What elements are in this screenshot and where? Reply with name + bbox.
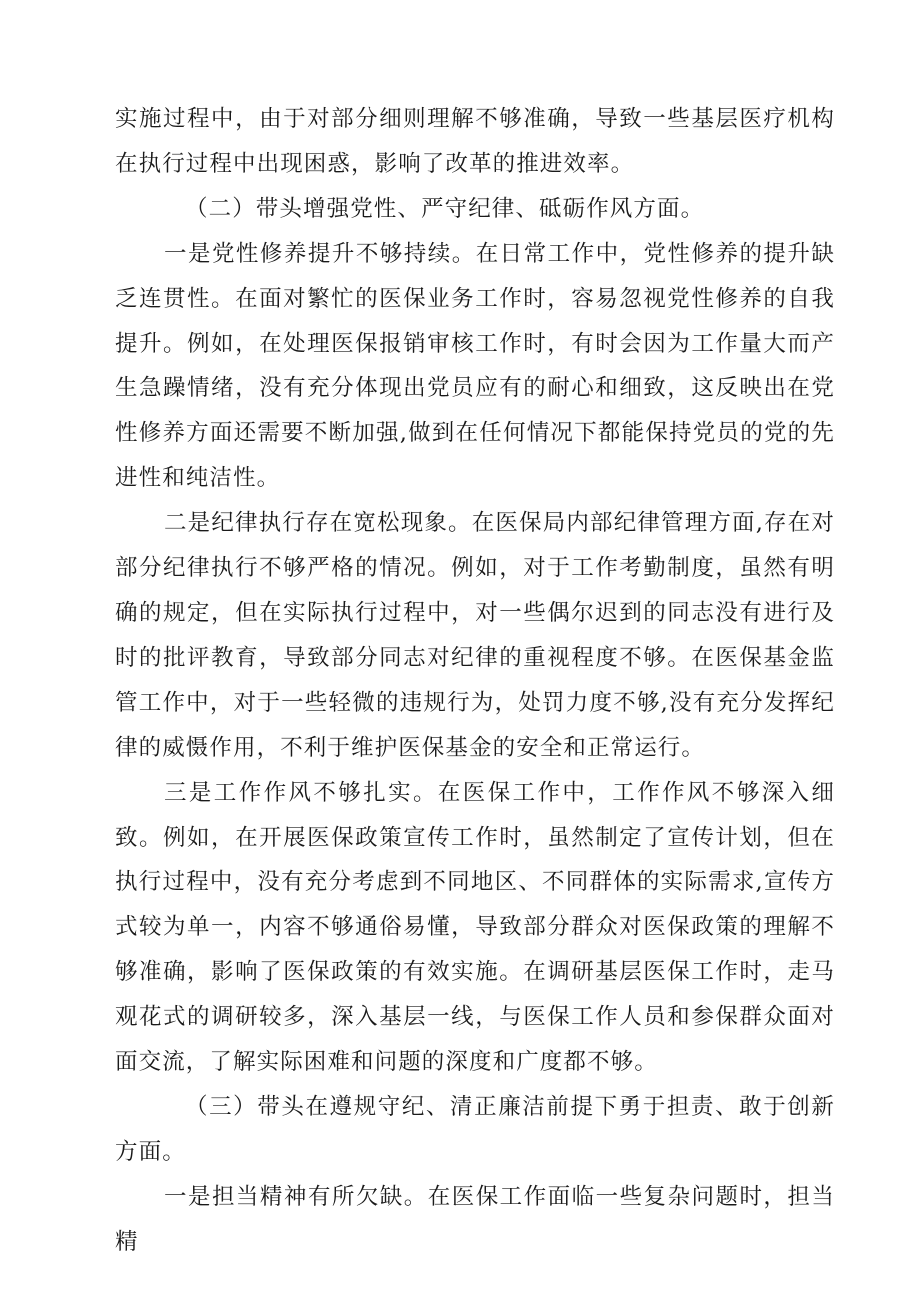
document-body [115,97,835,1265]
section-heading-3: （三）带头在遵规守纪、清正廉洁前提下勇于担责、敢于创新方面。 [115,1093,835,1165]
paragraph-discipline: 二是纪律执行存在宽松现象。在医保局内部纪律管理方面,存在对部分纪律执行不够严格的情况。例如，对于工作考勤制度，虽然有明确的规定，但在实际执行过程中，对一些偶尔迟到的同志没有进行及时的批评教育，导致部分同志对纪律的重视程度不够。在医保基金监管工作中，对于一些轻微的违规行为，处罚力度不够,没有充分发挥纪律的威慑作用，不利于维护医保基金的安全和正常运行。 [115,510,835,761]
paragraph-party-spirit: 一是党性修养提升不够持续。在日常工作中，党性修养的提升缺乏连贯性。在面对繁忙的医保业务工作时，容易忽视党性修养的自我提升。例如，在处理医保报销审核工作时，有时会因为工作量大而产生急躁情绪，没有充分体现出党员应有的耐心和细致，这反映出在党性修养方面还需要不断加强,做到在任何情况下都能保持党员的党的先进性和纯洁性。 [115,240,835,492]
paragraph-work-style: 三是工作作风不够扎实。在医保工作中，工作作风不够深入细致。例如，在开展医保政策宣传工作时，虽然制定了宣传计划，但在执行过程中，没有充分考虑到不同地区、不同群体的实际需求,宣传方式较为单一，内容不够通俗易懂，导致部分群众对医保政策的理解不够准确，影响了医保政策的有效实施。在调研基层医保工作时，走马观花式的调研较多，深入基层一线，与医保工作人员和参保群众面对面交流，了解实际困难和问题的深度和广度都不够。 [115,779,835,1076]
section-heading-2: （二）带头增强党性、严守纪律、砥砺作风方面。 [185,195,705,222]
paragraph-continuation: 实施过程中，由于对部分细则理解不够准确，导致一些基层医疗机构在执行过程中出现困惑，影响了改革的推进效率。 [115,106,835,177]
paragraph-responsibility: 一是担当精神有所欠缺。在医保工作面临一些复杂问题时，担当精 [115,1183,835,1255]
